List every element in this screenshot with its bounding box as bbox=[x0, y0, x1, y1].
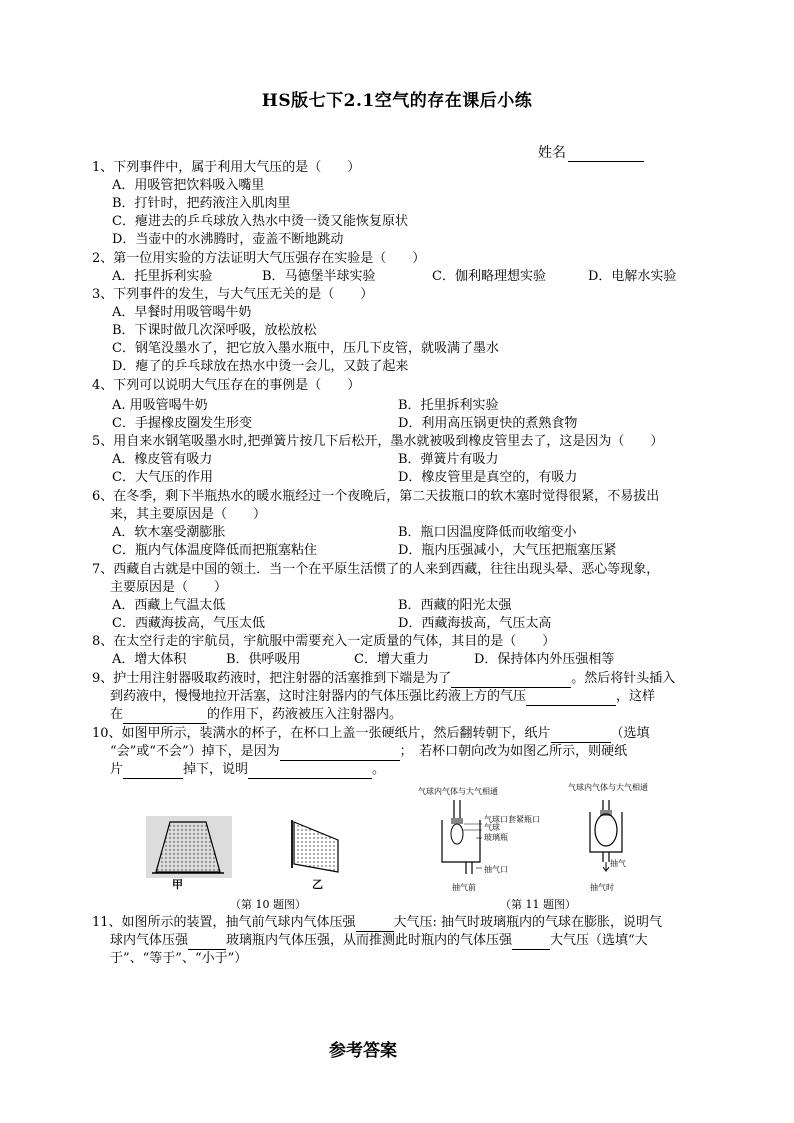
q6-option-d[interactable]: D．瓶内压强减小，大气压把瓶塞压紧 bbox=[398, 543, 617, 558]
fig11-label-balloon: 气球 bbox=[484, 823, 500, 832]
q7-option-b[interactable]: B．西藏的阳光太强 bbox=[398, 598, 512, 613]
q8-option-b[interactable]: B．供呼吸用 bbox=[226, 652, 301, 667]
q9-text-3a: 在 bbox=[110, 707, 124, 722]
question-1-stem: 1、下列事件中，属于利用大气压的是（ ） bbox=[92, 160, 361, 175]
fig11-label-balloon-mouth: 气球口套紧瓶口 bbox=[484, 815, 540, 824]
q10-text-1b: （选填 bbox=[610, 726, 650, 741]
answer-section-title: 参考答案 bbox=[329, 1041, 397, 1061]
q8-option-d[interactable]: D．保持体内外压强相等 bbox=[474, 652, 615, 667]
q10-text-2b: ； 若杯口朝向改为如图乙所示，则硬纸 bbox=[399, 744, 628, 759]
q7-option-d[interactable]: D．西藏海拔高，气压太高 bbox=[398, 616, 552, 631]
q10-blank-4[interactable] bbox=[248, 765, 372, 779]
q9-blank-1[interactable] bbox=[451, 674, 571, 688]
q9-text-2a: 到药液中，慢慢地拉开活塞，这时注射器内的气体压强比药液上方的气压 bbox=[110, 689, 527, 704]
fig11-right-bottom-label: 抽气时 bbox=[590, 883, 614, 892]
figure-11-caption: （第 11 题图） bbox=[500, 898, 576, 911]
fig11-right-mid-label: 抽气 bbox=[610, 859, 626, 868]
q10-text-3b: 掉下，说明 bbox=[183, 762, 249, 777]
pump-arrow-icon bbox=[603, 862, 609, 871]
q9-blank-3[interactable] bbox=[123, 710, 207, 724]
question-8-stem: 8、在太空行走的宇航员，宇航服中需要充入一定质量的气体，其目的是（ ） bbox=[92, 634, 556, 649]
q3-option-b[interactable]: B．下课时做几次深呼吸，放松放松 bbox=[112, 323, 317, 338]
q9-blank-2[interactable] bbox=[526, 692, 616, 706]
question-4-stem: 4、下列可以说明大气压存在的事例是（ ） bbox=[92, 378, 361, 393]
q4-option-b[interactable]: B．托里拆利实验 bbox=[398, 398, 499, 413]
figure-10-label-yi: 乙 bbox=[312, 878, 323, 891]
q1-option-b[interactable]: B．打针时，把药液注入肌肉里 bbox=[112, 196, 291, 211]
q10-text-1a: 10、如图甲所示，装满水的杯子，在杯口上盖一张硬纸片，然后翻转朝下，纸片 bbox=[92, 726, 551, 741]
balloon-during-icon bbox=[595, 814, 617, 846]
balloon-before-icon bbox=[451, 824, 463, 844]
q10-text-3a: 片 bbox=[110, 762, 124, 777]
q6-option-a[interactable]: A．软木塞受潮膨胀 bbox=[112, 525, 226, 540]
q6-option-c[interactable]: C．瓶内气体温度降低而把瓶塞粘住 bbox=[112, 543, 317, 558]
question-10-line2 bbox=[110, 743, 730, 761]
figure-10 bbox=[140, 812, 340, 892]
figure-11 bbox=[420, 790, 660, 890]
q9-text-1b: 。然后将针头插入 bbox=[571, 671, 676, 686]
q7-option-a[interactable]: A．西藏上气温太低 bbox=[112, 598, 226, 613]
q4-option-c[interactable]: C．手握橡皮圈发生形变 bbox=[112, 416, 252, 431]
q11-text-2b: 玻璃瓶内气体压强，从而推测此时瓶内的气体压强 bbox=[226, 933, 513, 948]
question-2-stem: 2、第一位用实验的方法证明大气压强存在实验是（ ） bbox=[92, 251, 426, 266]
question-7-stem-line2: 主要原因是（ ） bbox=[110, 580, 228, 595]
bottle-cork-before bbox=[451, 818, 463, 824]
fig11-left-top-label: 气球内气体与大气相通 bbox=[418, 787, 498, 796]
q9-text-3b: 的作用下，药液被压入注射器内。 bbox=[207, 707, 403, 722]
q9-text-1a: 9、护士用注射器吸取药液时，把注射器的活塞推到下端是为了 bbox=[92, 671, 452, 686]
question-11-line2 bbox=[110, 932, 730, 950]
q10-blank-3[interactable] bbox=[123, 765, 183, 779]
fig11-label-pump-port: 抽气口 bbox=[484, 865, 508, 874]
q2-option-c[interactable]: C．伽利略理想实验 bbox=[432, 269, 546, 284]
question-10-line1 bbox=[92, 725, 712, 743]
question-6-stem-line1: 6、在冬季，剩下半瓶热水的暖水瓶经过一个夜晚后，第二天拔瓶口的软木塞时觉得很紧，不易拔出 bbox=[92, 489, 660, 504]
q3-option-a[interactable]: A．早餐时用吸管喝牛奶 bbox=[112, 305, 252, 320]
q2-option-b[interactable]: B．马德堡半球实验 bbox=[262, 269, 376, 284]
q9-text-2b: ，这样 bbox=[616, 689, 656, 704]
q8-option-c[interactable]: C．增大重力 bbox=[354, 652, 429, 667]
q5-option-b[interactable]: B．弹簧片有吸力 bbox=[398, 452, 499, 467]
q11-text-1a: 11、如图所示的装置，抽气前气球内气体压强 bbox=[92, 915, 356, 930]
question-3-stem: 3、下列事件的发生，与大气压无关的是（ ） bbox=[92, 287, 374, 302]
question-10-line3 bbox=[110, 761, 730, 779]
name-label: 姓名 bbox=[538, 145, 566, 161]
q10-text-3c: 。 bbox=[372, 762, 386, 777]
q11-blank-2[interactable] bbox=[188, 936, 226, 950]
question-9-line3 bbox=[110, 706, 730, 724]
q2-option-a[interactable]: A．托里拆利实验 bbox=[112, 269, 213, 284]
fig11-right-top-label: 气球内气体与大气相通 bbox=[568, 783, 648, 792]
q3-option-c[interactable]: C．钢笔没墨水了，把它放入墨水瓶中，压几下皮管，就吸满了墨水 bbox=[112, 341, 499, 356]
question-6-stem-line2: 来，其主要原因是（ ） bbox=[110, 507, 267, 522]
q5-option-c[interactable]: C．大气压的作用 bbox=[112, 470, 213, 485]
q6-option-b[interactable]: B．瓶口因温度降低而收缩变小 bbox=[398, 525, 577, 540]
question-9-line2 bbox=[110, 688, 730, 706]
q5-option-a[interactable]: A．橡皮管有吸力 bbox=[112, 452, 213, 467]
q5-option-d[interactable]: D．橡皮管里是真空的，有吸力 bbox=[398, 470, 578, 485]
question-5-stem: 5、用自来水钢笔吸墨水时,把弹簧片按几下后松开，墨水就被吸到橡皮管里去了，这是因为（ ） bbox=[92, 434, 664, 449]
q1-option-a[interactable]: A．用吸管把饮料吸入嘴里 bbox=[112, 178, 265, 193]
page-title: HS版七下2.1空气的存在课后小练 bbox=[261, 91, 533, 111]
q1-option-c[interactable]: C．瘪进去的乒乓球放入热水中烫一烫又能恢复原状 bbox=[112, 214, 408, 229]
figure-10-label-jia: 甲 bbox=[172, 878, 183, 891]
q3-option-d[interactable]: D．瘪了的乒乓球放在热水中烫一会儿，又鼓了起来 bbox=[112, 359, 409, 374]
figure-10-caption: （第 10 题图） bbox=[230, 898, 306, 911]
q10-text-2a: “会”或“不会”）掉下，是因为 bbox=[110, 744, 280, 759]
q11-blank-3[interactable] bbox=[512, 936, 550, 950]
q11-text-2a: 球内气体压强 bbox=[110, 933, 189, 948]
q11-text-1b: 大气压: 抽气时玻璃瓶内的气球在膨胀，说明气 bbox=[393, 915, 663, 930]
cup-yi-icon bbox=[294, 822, 338, 872]
q4-option-d[interactable]: D．利用高压锅更快的煮熟食物 bbox=[398, 416, 578, 431]
question-11-line1 bbox=[92, 914, 712, 932]
q7-option-c[interactable]: C．西藏海拔高，气压太低 bbox=[112, 616, 265, 631]
question-7-stem-line1: 7、西藏自古就是中国的领土．当一个在平原生活惯了的人来到西藏，往往出现头晕、恶心等现象， bbox=[92, 562, 660, 577]
q10-blank-2[interactable] bbox=[280, 747, 400, 761]
q2-option-d[interactable]: D．电解水实验 bbox=[588, 269, 677, 284]
question-9-line1 bbox=[92, 670, 712, 688]
q11-text-2c: 大气压（选填“大 bbox=[550, 933, 648, 948]
q8-option-a[interactable]: A．增大体积 bbox=[112, 652, 187, 667]
question-11-line3: 于”、“等于”、“小于”） bbox=[110, 951, 248, 966]
q1-option-d[interactable]: D．当壶中的水沸腾时，壶盖不断地跳动 bbox=[112, 232, 344, 247]
fig11-left-bottom-label: 抽气前 bbox=[452, 883, 476, 892]
fig11-label-bottle: 玻璃瓶 bbox=[484, 833, 508, 842]
q4-option-a[interactable]: A. 用吸管喝牛奶 bbox=[112, 398, 208, 413]
q11-blank-1[interactable] bbox=[356, 918, 394, 932]
q10-blank-1[interactable] bbox=[551, 729, 611, 743]
